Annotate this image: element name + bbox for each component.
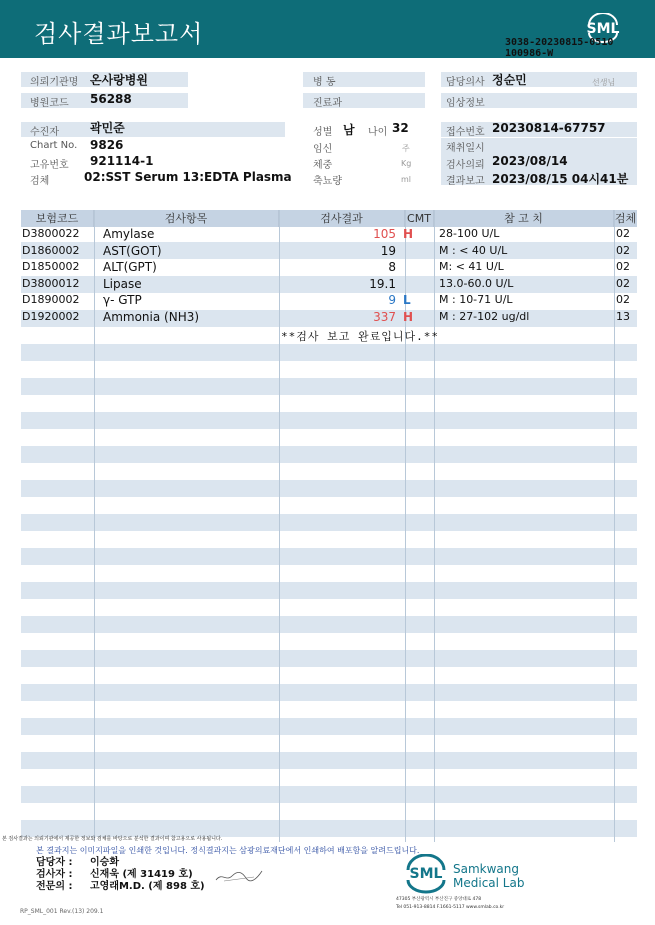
header-test-item: 검사항목	[94, 210, 279, 227]
request-date-value: 2023/08/14	[492, 154, 568, 168]
row-item: Lipase	[103, 276, 142, 291]
row-result: 19.1	[369, 276, 396, 291]
row-result: 337	[373, 309, 396, 324]
brand-name: Samkwang Medical Lab	[453, 862, 525, 890]
chart-label: Chart No.	[30, 140, 78, 151]
staff-label: 담당자 :	[36, 857, 73, 868]
column-divider	[614, 210, 615, 842]
ward-label: 병 동	[313, 77, 336, 88]
row-specimen: 02	[616, 276, 630, 290]
sex-label: 성별	[313, 127, 333, 138]
pregnancy-unit: 주	[402, 144, 410, 153]
row-specimen: 02	[616, 260, 630, 273]
id-value: 921114-1	[90, 154, 154, 168]
row-code: D3800012	[22, 276, 80, 290]
table-stripe	[21, 344, 637, 361]
row-reference: M : 27-102 ug/dl	[439, 309, 530, 323]
header-reference: 참 고 치	[434, 210, 614, 227]
table-stripe	[21, 582, 637, 599]
table-stripe	[21, 650, 637, 667]
row-result: 9	[388, 293, 396, 307]
column-divider	[434, 210, 435, 842]
patient-value: 곽민준	[90, 121, 125, 135]
staff-value: 이승화	[90, 857, 119, 868]
institution-value: 온사랑병원	[90, 73, 148, 87]
samkwang-logo-icon: SML	[404, 854, 448, 894]
urine-unit: ml	[401, 175, 412, 184]
doctor-suffix: 선생님	[592, 78, 616, 87]
row-code: D1920002	[22, 309, 80, 323]
table-stripe	[21, 684, 637, 701]
header-result: 검사결과	[279, 210, 405, 227]
row-code: D1850002	[22, 260, 80, 273]
examiner-value: 신재욱 (제 31419 호)	[90, 869, 193, 880]
hospital-code-value: 56288	[90, 92, 132, 106]
doctor-value: 정순민	[492, 73, 527, 87]
row-reference: 13.0-60.0 U/L	[439, 276, 514, 290]
header-specimen: 검체	[614, 212, 637, 225]
table-stripe	[21, 412, 637, 429]
row-code: D1860002	[22, 243, 80, 257]
column-divider	[279, 210, 280, 842]
results-table	[21, 210, 637, 842]
signature-scribble	[214, 868, 264, 884]
request-number: 3038-20230815-0510 100986-W	[505, 37, 614, 59]
row-code: D1890002	[22, 293, 80, 306]
patient-label: 수진자	[30, 127, 59, 138]
institution-label: 의뢰기관명	[30, 77, 79, 88]
specimen-label: 검체	[30, 176, 50, 187]
row-reference: M : < 40 U/L	[439, 243, 508, 257]
table-stripe	[21, 786, 637, 803]
hospital-code-label: 병원코드	[30, 98, 69, 109]
receipt-value: 20230814-67757	[492, 121, 606, 135]
row-specimen: 02	[616, 293, 630, 306]
table-stripe	[21, 480, 637, 497]
row-reference: M : 10-71 U/L	[439, 293, 513, 306]
clinical-info-label: 임상정보	[446, 98, 485, 109]
table-stripe	[21, 378, 637, 395]
table-stripe	[21, 446, 637, 463]
weight-label: 체중	[313, 160, 333, 171]
specialist-label: 전문의 :	[36, 881, 73, 892]
completion-notice: **검사 보고 완료입니다.**	[281, 330, 439, 343]
request-date-label: 검사의뢰	[446, 160, 485, 171]
table-stripe	[21, 718, 637, 735]
row-result: 8	[388, 260, 396, 274]
receipt-label: 접수번호	[446, 127, 485, 138]
row-specimen: 02	[616, 243, 630, 257]
doctor-label: 담당의사	[446, 77, 485, 88]
id-label: 고유번호	[30, 160, 69, 171]
form-code: RP_SML_001 Rev.(13) 209.1	[20, 908, 104, 915]
print-notice: 본 결과지는 이미지파일을 인쇄한 것입니다. 정식결과지는 삼광의료재단에서 인쇄하여 배포함을 알려드립니다.	[36, 846, 420, 855]
sex-value: 남	[343, 123, 355, 137]
age-value: 32	[392, 121, 409, 135]
row-specimen: 02	[616, 227, 630, 240]
specialist-value: 고영래M.D. (제 898 호)	[90, 881, 205, 892]
chart-value: 9826	[90, 138, 124, 152]
weight-unit: Kg	[401, 159, 412, 168]
row-reference: M: < 41 U/L	[439, 260, 504, 273]
row-specimen: 13	[616, 309, 630, 323]
header-cmt: CMT	[405, 210, 434, 227]
row-result: 105	[373, 227, 396, 241]
pregnancy-label: 임신	[313, 144, 333, 155]
contact-line: Tel 051-913-8814 F.1661-5117 www.smlab.co.kr	[396, 905, 505, 910]
row-reference: 28-100 U/L	[439, 227, 500, 240]
table-stripe	[21, 616, 637, 633]
row-item: Ammonia (NH3)	[103, 309, 200, 324]
report-title: 검사결과보고서	[34, 20, 204, 48]
fine-print: 본 검사결과는 의뢰기관에서 제공한 정보와 검체를 바탕으로 분석한 결과이며 참고용으로 사용됩니다.	[2, 836, 223, 842]
sml-logo-icon: SML	[586, 13, 620, 41]
dept-label: 진료과	[313, 98, 342, 109]
row-code: D3800022	[22, 227, 80, 240]
age-label: 나이	[368, 127, 388, 138]
table-stripe	[21, 548, 637, 565]
header-insurance-code: 보험코드	[21, 210, 94, 227]
row-item: AST(GOT)	[103, 243, 162, 258]
urine-label: 축뇨량	[313, 176, 342, 187]
table-stripe	[21, 752, 637, 769]
report-date-value: 2023/08/15 04시41분	[492, 172, 629, 186]
row-result: 19	[380, 243, 396, 258]
column-divider	[94, 210, 95, 842]
row-flag: H	[403, 227, 414, 241]
report-date-label: 결과보고	[446, 176, 485, 187]
examiner-label: 검사자 :	[36, 869, 73, 880]
specimen-value: 02:SST Serum 13:EDTA Plasma	[84, 170, 292, 184]
row-item: Amylase	[103, 227, 155, 241]
table-stripe	[21, 514, 637, 531]
info-bar	[21, 122, 285, 137]
row-item: ALT(GPT)	[103, 260, 157, 274]
row-item: γ- GTP	[103, 293, 142, 307]
collect-label: 채취일시	[446, 143, 485, 154]
row-flag: H	[403, 309, 414, 324]
address-line: 47305 부산광역시 부산진구 중앙대로 478	[396, 897, 482, 902]
row-flag: L	[403, 293, 411, 307]
